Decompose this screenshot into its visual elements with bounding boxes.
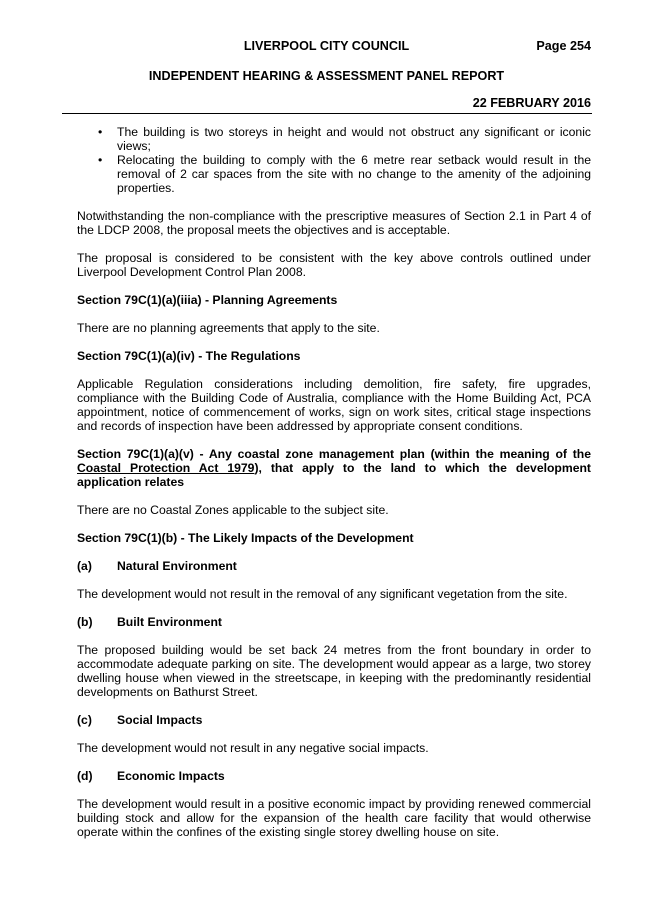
bullet-text: The building is two storeys in height and would not obstruct any significant or iconic views; — [117, 125, 591, 153]
page-number: Page 254 — [536, 39, 591, 53]
paragraph-consistent: The proposal is considered to be consistent with the key above controls outlined under Liverpool Development Control Plan 2008. — [77, 251, 591, 279]
subheading-title: Natural Environment — [117, 559, 237, 573]
section-heading-planning-agreements: Section 79C(1)(a)(iiia) - Planning Agreements — [77, 293, 338, 307]
subheading-built-environment — [77, 615, 591, 629]
list-item — [77, 125, 591, 153]
document-body — [77, 125, 591, 853]
paragraph-notwithstanding: Notwithstanding the non-compliance with the prescriptive measures of Section 2.1 in Part 4 of the LDCP 2008, the proposal meets the objectives and is acceptable. — [77, 209, 591, 237]
subheading-social-impacts — [77, 713, 591, 727]
coastal-act-reference: Coastal Protection Act 1979 — [77, 461, 255, 475]
report-date: 22 FEBRUARY 2016 — [472, 96, 591, 110]
bullet-icon: • — [98, 153, 103, 167]
paragraph-planning-agreements: There are no planning agreements that apply to the site. — [77, 321, 380, 335]
subheading-economic-impacts — [77, 769, 591, 783]
bullet-list — [77, 125, 591, 195]
subheading-letter: (d) — [77, 769, 93, 783]
paragraph-coastal: There are no Coastal Zones applicable to the subject site. — [77, 503, 389, 517]
subheading-letter: (c) — [77, 713, 92, 727]
subheading-letter: (b) — [77, 615, 93, 629]
paragraph-regulations: Applicable Regulation considerations including demolition, fire safety, fire upgrades, compliance with the Building Code of Australia, compliance with the Home Building Act, PCA appointment, notice of commencement of works, sign on work sites, critical stage inspections and records of inspection have been addressed by appropriate consent conditions. — [77, 377, 591, 433]
header-divider — [62, 113, 592, 114]
bullet-icon: • — [98, 125, 103, 139]
paragraph-economic-impacts: The development would result in a positive economic impact by providing renewed commercial building stock and allow for the expansion of the health care facility that would otherwise operate within the confines of the existing single storey dwelling house on site. — [77, 797, 591, 839]
list-item — [77, 153, 591, 195]
coastal-heading-part2: ), that apply to the land to which the development application relates — [77, 461, 591, 489]
section-heading-impacts: Section 79C(1)(b) - The Likely Impacts of the Development — [77, 531, 414, 545]
coastal-heading-part1: Section 79C(1)(a)(v) - Any coastal zone management plan (within the meaning of the — [77, 447, 591, 461]
section-heading-coastal — [77, 447, 591, 489]
paragraph-built-environment: The proposed building would be set back 24 metres from the front boundary in order to accommodate adequate parking on site. The development would appear as a large, two storey dwelling house when viewed in the streetscape, in keeping with the predominantly residential developments on Bathurst Street. — [77, 643, 591, 699]
paragraph-social-impacts: The development would not result in any negative social impacts. — [77, 741, 429, 755]
paragraph-natural-environment: The development would not result in the removal of any significant vegetation from the site. — [77, 587, 568, 601]
council-name: LIVERPOOL CITY COUNCIL — [243, 39, 410, 53]
section-heading-regulations: Section 79C(1)(a)(iv) - The Regulations — [77, 349, 301, 363]
subheading-title: Economic Impacts — [117, 769, 225, 783]
bullet-text: Relocating the building to comply with the 6 metre rear setback would result in the removal of 2 car spaces from the site with no change to the amenity of the adjoining properties. — [117, 153, 591, 195]
report-title: INDEPENDENT HEARING & ASSESSMENT PANEL REPORT — [148, 69, 505, 83]
subheading-title: Built Environment — [117, 615, 222, 629]
subheading-title: Social Impacts — [117, 713, 203, 727]
subheading-natural-environment — [77, 559, 591, 573]
subheading-letter: (a) — [77, 559, 92, 573]
